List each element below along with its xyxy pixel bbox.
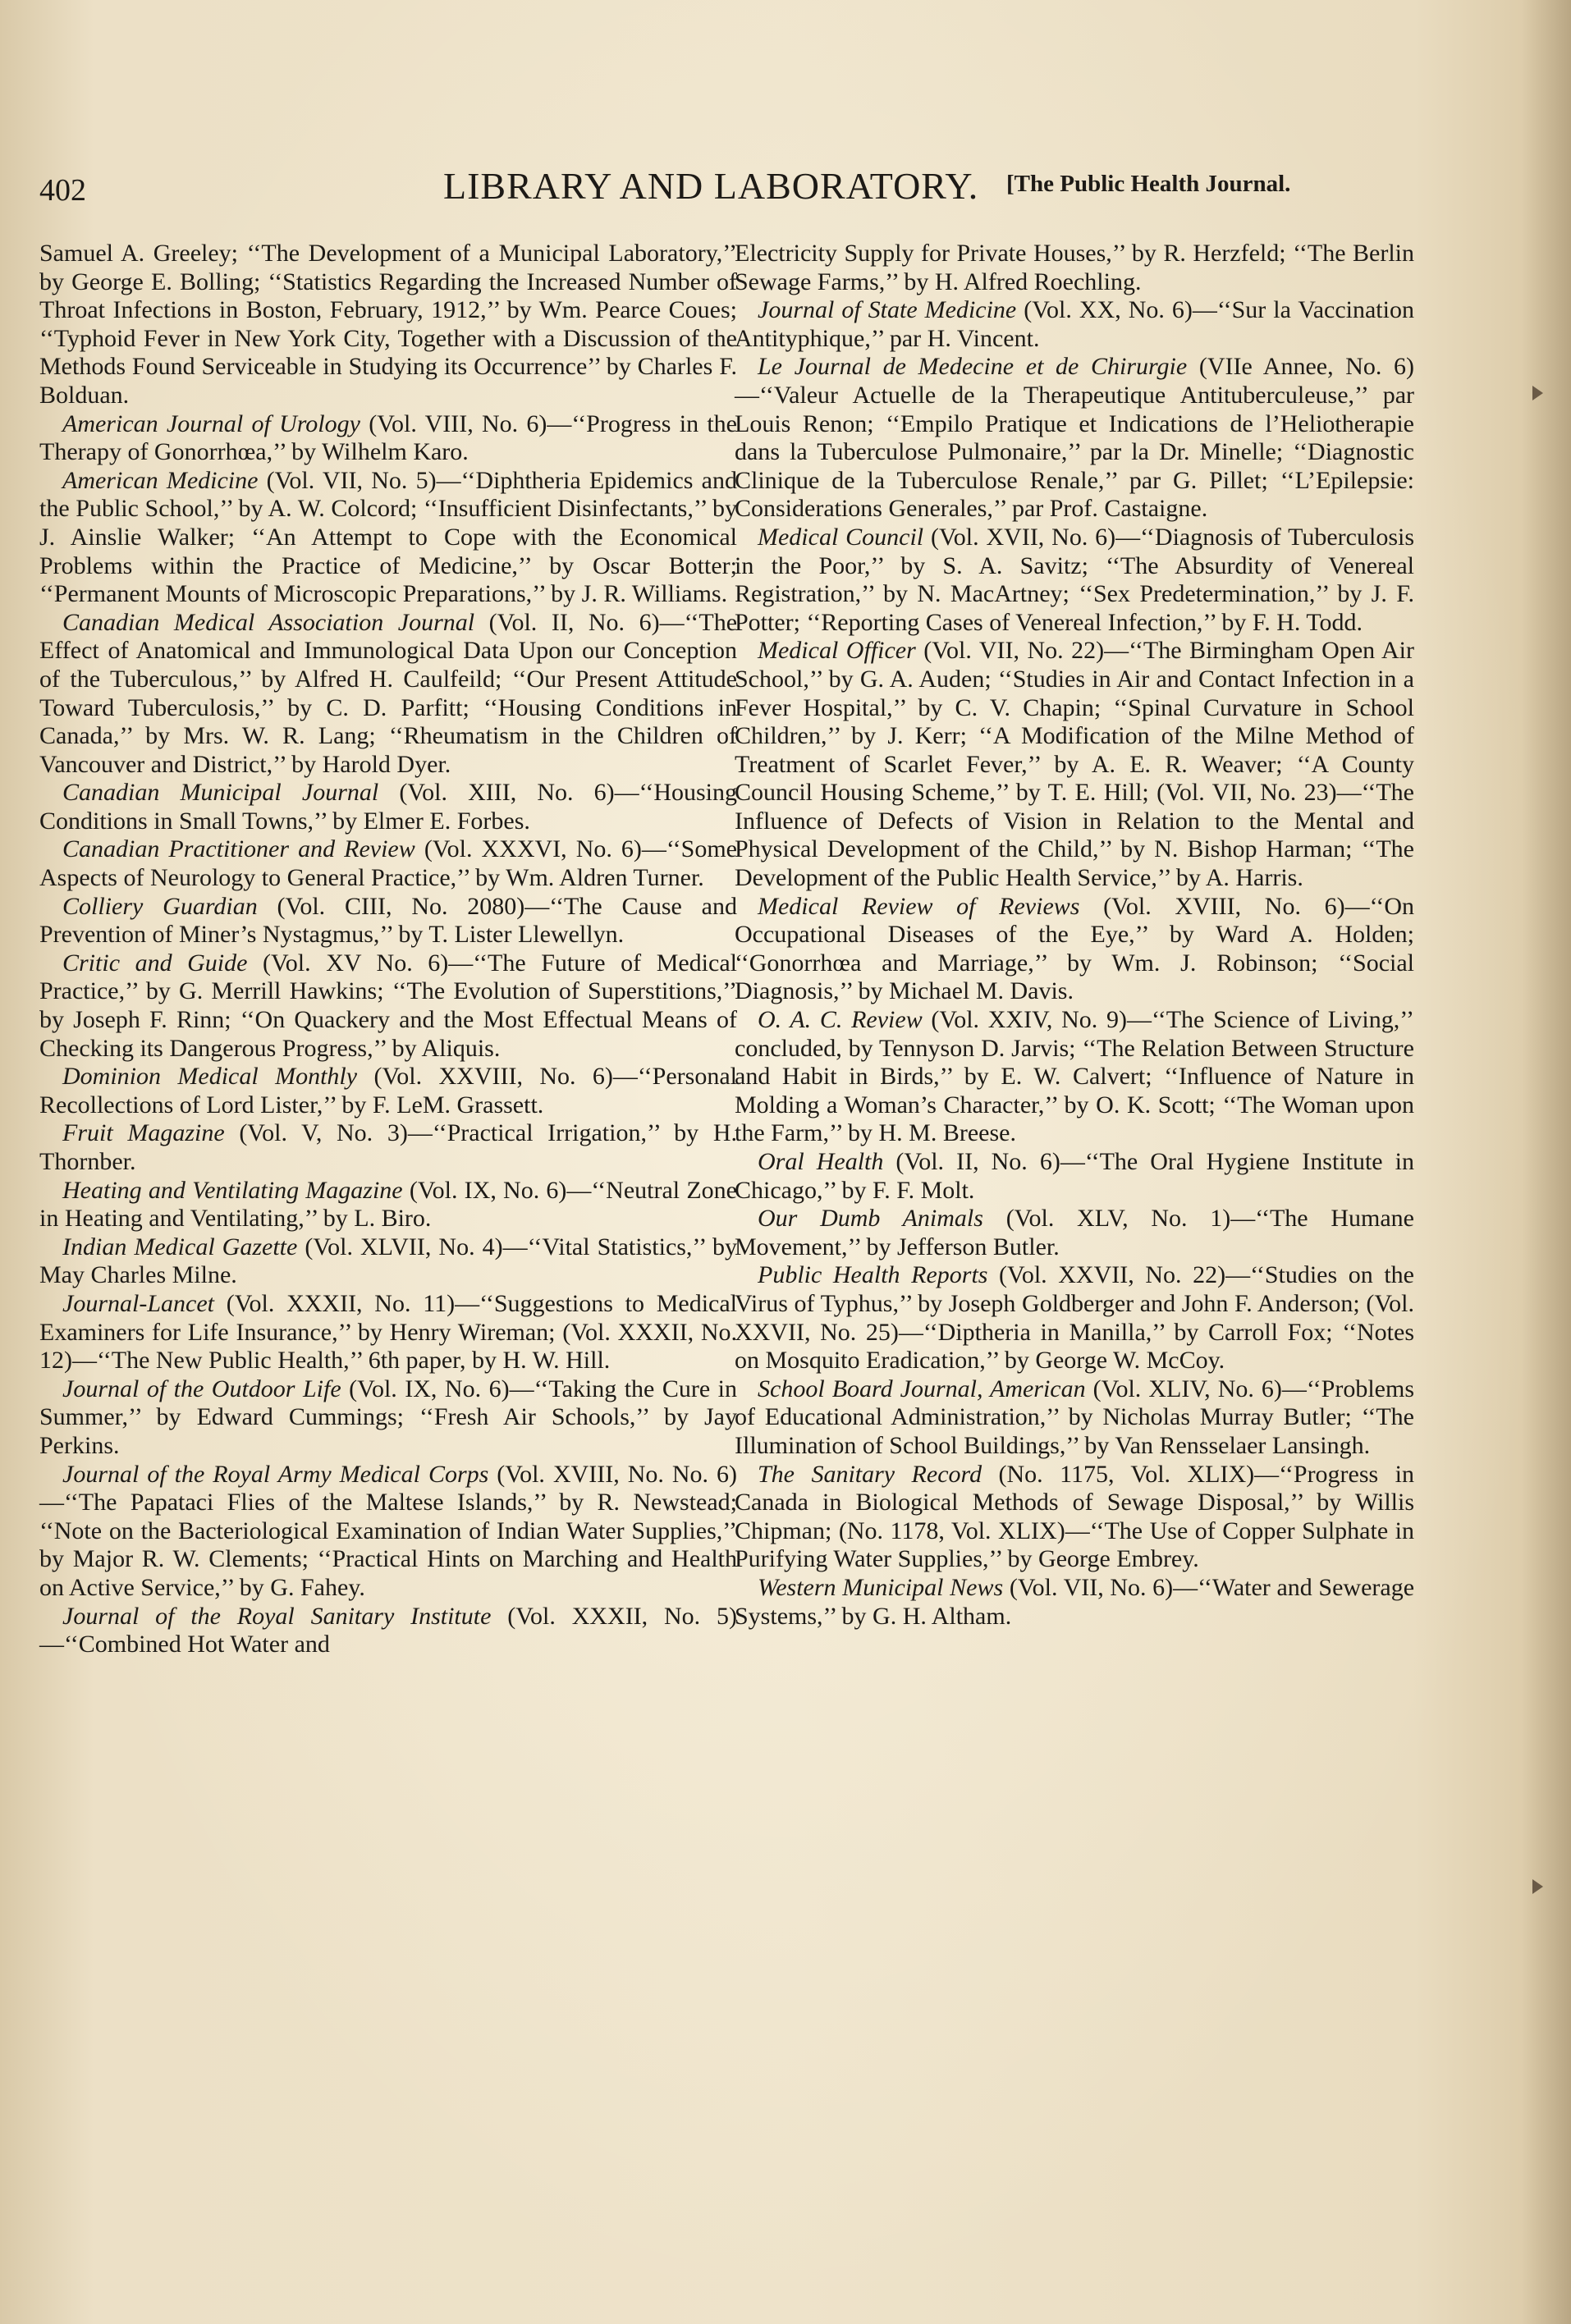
listing-entry — [735, 1574, 1414, 1631]
entry-text: (Vol. IX, No. 6)—‘‘Neutral Zone in Heating and Ventilating,’’ by L. Biro. — [39, 1176, 737, 1233]
entry-text: (Vol. XXVIII, No. 6)—‘‘Personal Recollections of Lord Lister,’’ by F. LeM. Grassett. — [39, 1063, 737, 1119]
publication-title: Journal of the Royal Army Medical Corps — [62, 1460, 489, 1488]
left-column — [39, 240, 737, 1659]
listing-entry — [39, 1177, 737, 1233]
publication-title: Journal of the Royal Sanitary Institute — [62, 1602, 492, 1630]
publication-title: Fruit Magazine — [62, 1119, 225, 1147]
entry-text: (Vol. II, No. 6)—‘‘The Effect of Anatomical and Immunological Data Upon our Conception of the Tuberculous,’’ by Alfred H. Caulfeild; ‘‘Our Present Attitude Toward Tuberculosis,’’ by C. D. Parfitt; ‘‘Housing Conditions in Canada,’’ by Mrs. W. R. Lang; ‘‘Rheumatism in the Children of Vancouver and District,’’ by Harold Dyer. — [39, 608, 738, 778]
entry-text: (No. 1175, Vol. XLIX)—‘‘Progress in Canada in Biological Methods of Sewage Disposal,’’ by Willis Chipman; (No. 1178, Vol. XLIX)—‘‘The Use of Copper Sulphate in Purifying Water Supplies,’’ by George Embrey. — [735, 1460, 1414, 1573]
publication-title: Le Journal de Medecine et de Chirurgie — [758, 353, 1188, 381]
listing-entry — [735, 893, 1414, 1006]
listing-entry — [39, 949, 737, 1063]
publication-title: American Journal of Urology — [62, 409, 360, 437]
entry-text: (Vol. IX, No. 6)—‘‘Taking the Cure in Summer,’’ by Edward Cummings; ‘‘Fresh Air Schools,’’ by Jay Perkins. — [39, 1375, 738, 1459]
entry-text: (Vol. XXXII, No. 11)—‘‘Suggestions to Medical Examiners for Life Insurance,’’ by Henry Wireman; (Vol. XXXII, No. 12)—‘‘The New Public Health,’’ 6th paper, by H. W. Hill. — [39, 1289, 737, 1375]
publication-title: Medical Council — [758, 523, 924, 551]
listing-entry — [39, 835, 737, 892]
publication-title: Critic and Guide — [62, 949, 248, 977]
entry-text: (Vol. XV No. 6)—‘‘The Future of Medical Practice,’’ by G. Merrill Hawkins; ‘‘The Evolution of Superstitions,’’ by Joseph F. Rinn; ‘‘On Quackery and the Most Effectual Means of Checking its Dangerous Progress,’’ by Aliquis. — [39, 949, 737, 1062]
page-number: 402 — [39, 173, 86, 208]
entry-text: (Vol. VIII, No. 6)—‘‘Progress in the Therapy of Gonorrhœa,’’ by Wilhelm Karo. — [39, 409, 737, 466]
listing-entry — [735, 240, 1414, 296]
entry-text: (Vol. VII, No. 5)—‘‘Diphtheria Epidemics and the Public School,’’ by A. W. Colcord; ‘‘Insufficient Disinfectants,’’ by J. Ainslie Walker; ‘‘An Attempt to Cope with the Economical Problems within the Practice of Medicine,’’ by Oscar Botter; ‘‘Permanent Mounts of Microscopic Preparations,’’ by J. R. Williams. — [39, 466, 737, 608]
listing-entry — [39, 1233, 737, 1290]
publication-title: Journal of State Medicine — [758, 296, 1017, 324]
entry-text: (Vol. XLIV, No. 6)—‘‘Problems of Educational Administration,’’ by Nicholas Murray Butler; ‘‘The Illumination of School Buildings,’’ by Van Rensselaer Lansingh. — [735, 1375, 1414, 1459]
publication-title: Colliery Guardian — [62, 892, 258, 920]
entry-text: (Vol. XLVII, No. 4)—‘‘Vital Statistics,’’ by May Charles Milne. — [39, 1233, 737, 1289]
publication-title: Heating and Ventilating Magazine — [62, 1176, 403, 1204]
publication-title: Canadian Practitioner and Review — [62, 835, 415, 863]
entry-text: (Vol. XX, No. 6)—‘‘Sur la Vaccination Antityphique,’’ par H. Vincent. — [735, 296, 1414, 352]
listing-entry — [735, 1006, 1414, 1148]
listing-entry — [39, 1290, 737, 1375]
page-binding-shadow — [1522, 0, 1571, 2324]
listing-entry — [735, 296, 1414, 353]
publication-title: Medical Officer — [758, 637, 916, 665]
page-header — [39, 161, 1402, 218]
listing-entry — [39, 1603, 737, 1659]
listing-entry — [735, 1205, 1414, 1261]
publication-title: Canadian Medical Association Journal — [62, 608, 475, 636]
entry-text: (Vol. VII, No. 22)—‘‘The Birmingham Open Air School,’’ by G. A. Auden; ‘‘Studies in Air and Contact Infection in a Fever Hospital,’’ by C. V. Chapin; ‘‘Spinal Curvature in School Children,’’ by J. Kerr; ‘‘A Modification of the Milne Method of Treatment of Scarlet Fever,’’ by A. E. R. Weaver; ‘‘A County Council Housing Scheme,’’ by T. E. Hill; (Vol. VII, No. 23)—‘‘The Influence of Defects of Vision in Relation to the Mental and Physical Development of the Child,’’ by N. Bishop Harman; ‘‘The Development of the Public Health Service,’’ by A. Harris. — [735, 637, 1414, 892]
publication-title: Journal of the Outdoor Life — [62, 1375, 341, 1402]
publication-title: Medical Review of Reviews — [758, 892, 1080, 920]
entry-text: (Vol. XXXVI, No. 6)—‘‘Some Aspects of Neurology to General Practice,’’ by Wm. Aldren Turner. — [39, 835, 737, 892]
entry-text: (Vol. VII, No. 6)—‘‘Water and Sewerage Systems,’’ by G. H. Altham. — [735, 1573, 1415, 1630]
entry-text: (Vol. CIII, No. 2080)—‘‘The Cause and Prevention of Miner’s Nystagmus,’’ by T. Lister Llewellyn. — [39, 892, 737, 949]
publication-title: Canadian Municipal Journal — [62, 779, 379, 807]
entry-text: (Vol. XIII, No. 6)—‘‘Housing Conditions in Small Towns,’’ by Elmer E. Forbes. — [39, 779, 738, 835]
listing-entry — [39, 240, 737, 410]
listing-entry — [39, 467, 737, 609]
listing-entry — [39, 779, 737, 835]
entry-text: (Vol. XXXII, No. 5)—‘‘Combined Hot Water and — [39, 1602, 737, 1658]
listing-entry — [735, 1375, 1414, 1461]
entry-text: (Vol. XVII, No. 6)—‘‘Diagnosis of Tuberculosis in the Poor,’’ by S. A. Savitz; ‘‘The Absurdity of Venereal Registration,’’ by N. MacArtney; ‘‘Sex Predetermination,’’ by J. F. Potter; ‘‘Reporting Cases of Venereal Infection,’’ by F. H. Todd. — [735, 523, 1415, 636]
publication-title: Our Dumb Animals — [758, 1205, 983, 1233]
publication-title: Indian Medical Gazette — [62, 1233, 298, 1260]
listing-entry — [735, 637, 1414, 892]
publication-title: School Board Journal, American — [758, 1375, 1086, 1402]
publication-title: O. A. C. Review — [758, 1006, 923, 1034]
listing-entry — [735, 524, 1414, 637]
running-title: LIBRARY AND LABORATORY. — [443, 165, 979, 207]
publication-title: Public Health Reports — [758, 1261, 988, 1289]
listing-entry — [735, 1461, 1414, 1574]
publication-title: American Medicine — [62, 466, 259, 494]
publication-title: The Sanitary Record — [758, 1460, 982, 1488]
listing-entry — [39, 1119, 737, 1176]
listing-entry — [39, 1461, 737, 1603]
entry-text: (Vol. XLV, No. 1)—‘‘The Humane Movement,’’ by Jefferson Butler. — [735, 1205, 1414, 1260]
publication-title: Oral Health — [758, 1148, 884, 1175]
entry-text: (Vol. V, No. 3)—‘‘Practical Irrigation,’’ by H. Thornber. — [39, 1119, 737, 1175]
listing-entry — [735, 1148, 1414, 1205]
listing-entry — [39, 1375, 737, 1461]
right-column — [735, 240, 1414, 1631]
entry-text: (Vol. XXIV, No. 9)—‘‘The Science of Living,’’ concluded, by Tennyson D. Jarvis; ‘‘The Relation Between Structure and Habit in Birds,’’ by E. W. Calvert; ‘‘Influence of Nature in Molding a Woman’s Character,’’ by O. K. Scott; ‘‘The Woman upon the Farm,’’ by H. M. Breese. — [735, 1006, 1415, 1147]
listing-entry — [735, 1261, 1414, 1375]
entry-text: (Vol. XVIII, No. 6)—‘‘On Occupational Diseases of the Eye,’’ by Ward A. Holden; ‘‘Gonorrhœa and Marriage,’’ by Wm. J. Robinson; ‘‘Social Diagnosis,’’ by Michael M. Davis. — [735, 892, 1414, 1005]
entry-text: (Vol. XXVII, No. 22)—‘‘Studies on the Virus of Typhus,’’ by Joseph Goldberger and John F. Anderson; (Vol. XXVII, No. 25)—‘‘Diptheria in Manilla,’’ by Carroll Fox; ‘‘Notes on Mosquito Eradication,’’ by George W. McCoy. — [735, 1261, 1414, 1375]
publication-title: Western Municipal News — [758, 1573, 1004, 1601]
listing-entry — [735, 353, 1414, 524]
listing-entry — [39, 609, 737, 780]
edge-mark-icon — [1532, 1879, 1543, 1894]
entry-text: Electricity Supply for Private Houses,’’ by R. Herzfeld; ‘‘The Berlin Sewage Farms,’’ by H. Alfred Roechling. — [735, 240, 1414, 295]
entry-text: (Vol. XVIII, No. No. 6)—‘‘The Papataci Flies of the Maltese Islands,’’ by R. Newstead; ‘‘Note on the Bacteriological Examination of Indian Water Supplies,’’ by Major R. W. Clements; ‘‘Practical Hints on Marching and Health on Active Service,’’ by G. Fahey. — [39, 1460, 737, 1601]
listing-entry — [39, 1063, 737, 1119]
publication-title: Journal-Lancet — [62, 1289, 214, 1317]
entry-text: (VIIe Annee, No. 6)—‘‘Valeur Actuelle de la Therapeutique Antituberculeuse,’’ par Louis Renon; ‘‘Empilo Pratique et Indications de l’Heliotherapie dans la Tuberculose Pulmonaire,’’ par la Dr. Minelle; ‘‘Diagnostic Clinique de la Tuberculose Renale,’’ par G. Pillet; ‘‘L’Epilepsie: Considerations Generales,’’ par Prof. Castaigne. — [735, 353, 1414, 523]
edge-mark-icon — [1532, 386, 1543, 400]
listing-entry — [39, 893, 737, 949]
publication-title: Dominion Medical Monthly — [62, 1063, 358, 1091]
listing-entry — [39, 410, 737, 467]
journal-tag: [The Public Health Journal. — [1006, 171, 1291, 197]
entry-text: (Vol. II, No. 6)—‘‘The Oral Hygiene Institute in Chicago,’’ by F. F. Molt. — [735, 1148, 1414, 1204]
entry-text: Samuel A. Greeley; ‘‘The Development of a Municipal Laboratory,’’ by George E. Bolling; ‘‘Statistics Regarding the Increased Number of Throat Infections in Boston, February, 1912,’’ by Wm. Pearce Coues; ‘‘Typhoid Fever in New York City, Together with a Discussion of the Methods Found Serviceable in Studying its Occurrence’’ by Charles F. Bolduan. — [39, 240, 737, 409]
